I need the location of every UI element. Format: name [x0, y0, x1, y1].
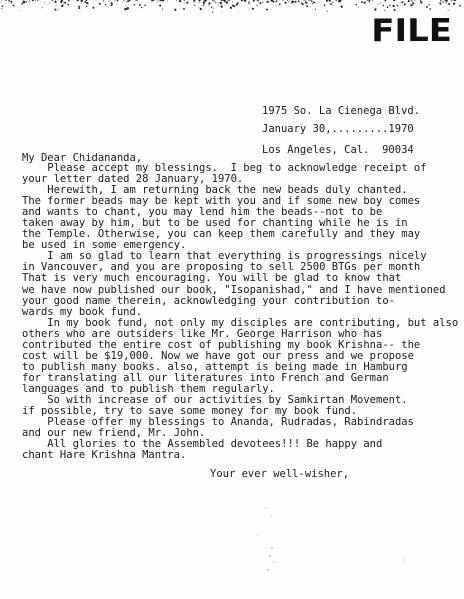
body-line: I am so glad to learn that everything is progressings nicely	[22, 250, 427, 263]
salutation: My Dear Chidananda,	[22, 152, 143, 164]
body-line: the Temple. Otherwise, you can keep them carefully and they may	[22, 228, 421, 241]
body-line: your letter dated 28 January, 1970.	[22, 173, 244, 186]
body-line: in Vancouver, and you are proposing to sell 2500 BTGs per month	[22, 261, 421, 274]
closing-line: Your ever well-wisher,	[210, 468, 350, 480]
body-line: languages and to publish them regularly.	[22, 382, 275, 395]
body-line: others who are outsiders like Mr. George Harrison who has	[22, 327, 383, 340]
body-line: your good name therein, acknowledging your contribution to-	[22, 294, 395, 307]
body-line: for translating all our literatures into French and German	[22, 371, 389, 384]
body-line: The former beads may be kept with you and if some new boy comes	[22, 195, 421, 208]
file-stamp: FILE	[371, 12, 452, 50]
body-line: Please accept my blessings. I beg to acknowledge receipt of	[22, 162, 427, 174]
body-line: Herewith, I am returning back the new beads duly chanted.	[22, 184, 408, 197]
body-line: wards my book fund.	[22, 305, 143, 318]
body-line: cost will be $19,000. Now we have got our press and we propose	[22, 349, 414, 362]
letter-date: January 30,.........1970	[262, 123, 414, 135]
body-line: chant Hare Krishna Mantra.	[22, 449, 187, 462]
body-line: All glories to the Assembled devotees!!! Be happy and	[22, 438, 383, 451]
body-line: contributed the entire cost of publishing my book Krishna-- the	[22, 338, 421, 351]
body-line: Please offer my blessings to Ananda, Rudradas, Rabindradas	[22, 416, 414, 429]
address-line-1: 1975 So. La Cienega Blvd.	[262, 105, 421, 117]
address-line-2: Los Angeles, Cal. 90034	[262, 144, 414, 156]
body-line: taken away by him, but to be used for chanting while he is in	[22, 217, 408, 230]
body-line: be used in some emergency.	[22, 239, 187, 252]
body-line: and our new friend, Mr. John.	[22, 427, 206, 440]
body-line: and wants to chant, you may lend him the beads--not to be	[22, 206, 383, 219]
body-line: That is very much encouraging. You will be glad to know that	[22, 272, 402, 285]
body-line: if possible, try to save some money for my book fund.	[22, 405, 358, 418]
body-line: to publish many books. also, attempt is being made in Hamburg	[22, 360, 408, 373]
body-line: we have now published our book, "Isopanishad," and I have mentioned	[22, 283, 446, 296]
body-line: In my book fund, not only my disciples are contributing, but also	[22, 316, 459, 329]
body-line: So with increase of our activities by Samkirtan Movement.	[22, 393, 408, 406]
